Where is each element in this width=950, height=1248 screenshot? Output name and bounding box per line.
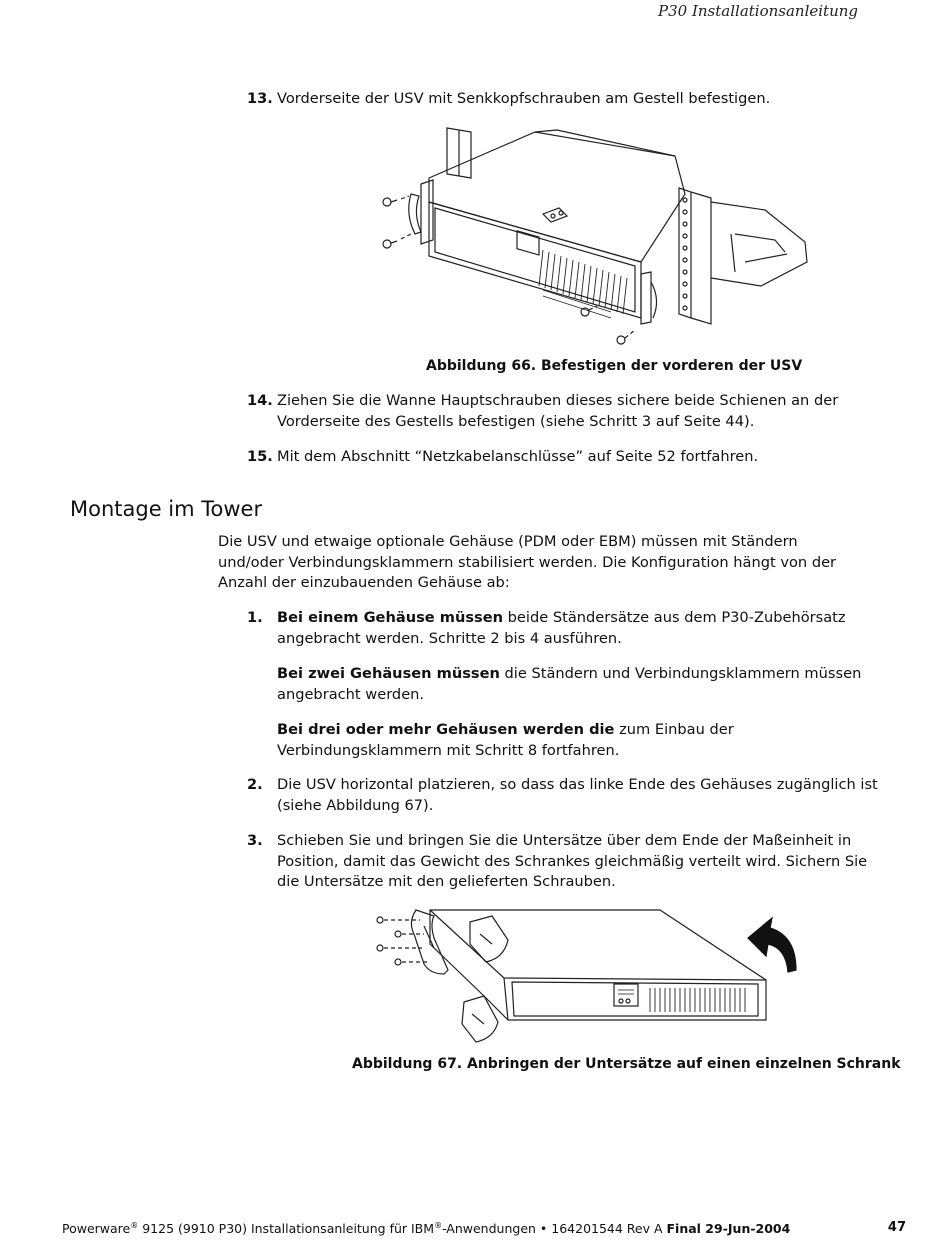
step-text: Schieben Sie und bringen Sie die Untersätze über dem Ende der Maßeinheit in Position, damit das Gewicht des Schrankes gleichmäßig verteilt wird. Sichern Sie die Untersätze mit den gelieferten Schrauben. — [277, 832, 868, 890]
footer-doc-info: -Anwendungen • 164201544 Rev A — [442, 1221, 667, 1237]
section-intro: Die USV und etwaige optionale Gehäuse (PDM oder EBM) müssen mit Ständern und/oder Verbindungsklammern stabilisiert werden. Die Konfiguration hängt von der Anzahl der einzubauenden Gehäuse ab: — [218, 533, 837, 591]
step-13 — [247, 89, 887, 110]
footer-final-date: Final 29-Jun-2004 — [666, 1221, 791, 1237]
step-number: 13. — [247, 90, 273, 107]
step-text: Ziehen Sie die Wanne Hauptschrauben dieses sichere beide Schienen an der Vorderseite des Gestells befestigen (siehe Schritt 3 auf Seite 44). — [277, 392, 839, 430]
case-bold-lead: Bei drei oder mehr Gehäusen werden die — [277, 721, 615, 738]
step-number: 2. — [247, 776, 263, 793]
step-text: Vorderseite der USV mit Senkkopfschrauben am Gestell befestigen. — [277, 90, 771, 107]
step-number: 1. — [247, 609, 263, 626]
step-number: 3. — [247, 832, 263, 849]
step-text: Mit dem Abschnitt “Netzkabelanschlüsse” auf Seite 52 fortfahren. — [277, 448, 759, 465]
step-1 — [247, 608, 887, 649]
page-footer — [62, 1221, 790, 1236]
step-1-case-three — [277, 720, 887, 761]
step-body: beide Ständersätze aus dem P30-Zubehörsatz angebracht werden. Schritte 2 bis 4 ausführen. — [277, 609, 846, 647]
footer-brand: Powerware — [62, 1221, 131, 1237]
case-body: zum Einbau der Verbindungsklammern mit Schritt 8 fortfahren. — [277, 721, 734, 759]
step-text: Die USV horizontal platzieren, so dass das linke Ende des Gehäuses zugänglich ist (siehe Abbildung 67). — [277, 776, 878, 814]
step-15 — [247, 447, 887, 468]
step-2 — [247, 775, 887, 816]
running-header: P30 Installationsanleitung — [658, 2, 858, 20]
step-bold-lead: Bei einem Gehäuse müssen — [277, 609, 504, 626]
step-text — [277, 608, 887, 649]
page-number: 47 — [887, 1220, 906, 1235]
step-14 — [247, 391, 887, 432]
figure-67-ups-stands — [372, 904, 802, 1044]
step-number: 15. — [247, 448, 273, 465]
step-1-case-two — [277, 664, 887, 705]
case-body: die Ständern und Verbindungsklammern müssen angebracht werden. — [277, 665, 862, 703]
figure-66-ups-rack-mount — [375, 122, 815, 352]
figure-67-caption: Abbildung 67. Anbringen der Untersätze auf einen einzelnen Schrank — [352, 1056, 901, 1072]
registered-mark: ® — [130, 1221, 139, 1230]
case-bold-lead: Bei zwei Gehäusen müssen — [277, 665, 500, 682]
step-3 — [247, 831, 887, 893]
registered-mark: ® — [434, 1221, 443, 1230]
step-number: 14. — [247, 392, 273, 409]
section-title: Montage im Tower — [70, 497, 263, 521]
figure-66-caption: Abbildung 66. Befestigen der vorderen der USV — [426, 358, 803, 374]
footer-model: 9125 (9910 P30) Installationsanleitung für IBM — [138, 1221, 435, 1237]
